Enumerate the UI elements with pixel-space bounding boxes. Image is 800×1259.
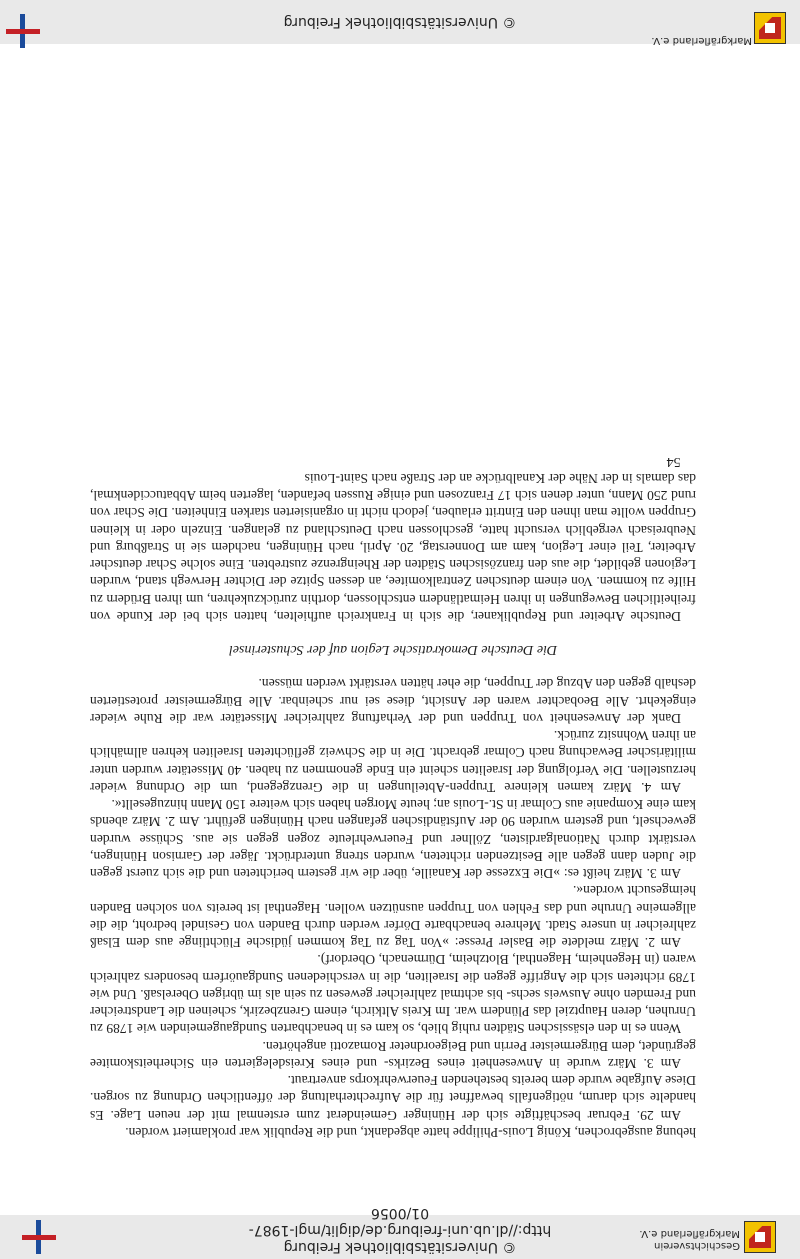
source-credit xyxy=(240,13,560,30)
paragraph: Wenn es in den elsässischen Städten ruhig blieb, so kam es in benachbarten Sundgaugemeinden wie 1789 zu Unruhen, deren Hauptziel das Plündern war. Im Kreis Altkirch, einem Grenzbezirk, scheinen die Landstreicher und Fremden ohne Ausweis sechs- bis achtmal zahlreicher gewesen zu sein als im übrigen Oberelsaß. Und wie 1789 richteten sich die Angriffe gegen die Israeliten, die in verschiedenen Sundgauörfern besonders zahlreich waren (in Hegenheim, Hagenthal, Blotzheim, Dürmenach, Oberdorf). xyxy=(90,952,696,1037)
paragraph: Am 29. Februar beschäftigte sich der Hüninger Gemeinderat zum erstenmal mit der neuen Lage. Es handelte sich darum, nötigenfalls bewaffnet für die Aufrechterhaltung der öffentlichen Ordnung zu sorgen. Diese Aufgabe wurde dem bereits bestehenden Feuerwehrkorps anvertraut. xyxy=(90,1073,696,1123)
paragraph: Am 3. März wurde in Anwesenheit eines Bezirks- und eines Kreisdelegierten ein Sicherheitskomitee gegründet, dem Bürgermeister Perrin und Beigeordneter Romazotti angehörten. xyxy=(90,1038,696,1071)
paragraph: Deutsche Arbeiter und Republikaner, die sich in Frankreich aufhielten, hatten sich bei der Kunde von freiheitlichen Bewegungen in ihren Heimatländern entschlossen, dorthin zurückzukehren, um ihren Brüdern zu Hilfe zu kommen. Von einem deutschen Zentralkomitee, an dessen Spitze der Dichter Herwegh stand, wurden Legionen gebildet, die aus den französischen Städten der Rheingrenze zustrebten. Eine solche Schar deutscher Arbeiter, Teil einer Legion, kam am Donnerstag, 20. April, nach Hüningen, nachdem sie in Straßburg und Neubreisach vergeblich versucht hatte, geschlossen nach Deutschland zu gelangen. Einzeln oder in kleinen Gruppen wollte man ihnen den Eintritt erlauben, jedoch nicht in organisierten starken Einheiten. Die Schar von rund 250 Mann, unter denen sich 17 Franzosen und einige Russen befanden, lagerten beim Abbatuccidenkmal, das damals in der Nähe der Kanalbrücke an der Straße nach Saint-Louis xyxy=(90,471,696,624)
section-heading: Die Deutsche Demokratische Legion auf der Schusterinsel xyxy=(228,642,558,658)
paragraph: Am 3. März heißt es: »Die Exzesse der Kanaille, über die wir gestern berichteten und die sich zuerst gegen die Juden dann gegen alle Besitzenden richteten, wurden streng unterdrückt. Jäger der Garnison Hüningen, verstärkt durch Nationalgardisten, Zöllner und Feuerwehrleute zogen gegen sie aus. Schüsse wurden gewechselt, und gestern wurden 90 der Aufständischen gefangen nach Hüningen geführt. Am 2. März abends kam eine Kompanie aus Colmar in St.-Louis an; heute Morgen haben sich weitere 150 Mann hinzugesellt«. xyxy=(90,797,696,882)
document-text xyxy=(90,453,696,1142)
paragraph: hebung ausgebrochen, König Louis-Philippe hatte abgedankt, und die Republik war proklamiert worden. xyxy=(125,1125,696,1140)
organization-name-line: Geschichtsverein xyxy=(654,1240,740,1251)
university-library-logo-icon xyxy=(6,14,40,48)
source-credit xyxy=(240,1204,560,1255)
viewer-footer-bar xyxy=(0,1205,800,1259)
geschichtsverein-logo-icon xyxy=(744,1221,776,1253)
paragraph: Am 2. März meldete die Basler Presse: »Von Tag zu Tag kommen jüdische Flüchtlinge aus dem Elsaß zahlreicher in unsere Stadt. Mehrere benachbarte Dörfer werden durch Banden von Gesindel bedroht, die die allgemeine Unruhe und das Fehlen von Truppen ausnützen wollen. Hagenthal ist bereits von solchen Banden heimgesucht worden«. xyxy=(90,883,696,951)
page-number: 54 xyxy=(666,453,681,469)
organization-name-line: Markgräflerland e.V. xyxy=(639,1228,740,1239)
source-credit-line: © Universitätsbibliothek Freiburg xyxy=(283,1239,517,1255)
source-credit-line: © Universitätsbibliothek Freiburg xyxy=(283,14,517,30)
paragraph: Dank der Anwesenheit von Truppen und der Verhaftung zahlreicher Missetäter war die Ruhe wieder eingekehrt. Alle Beobachter waren der Ansicht, diese sei nur scheinbar. Alle Bürgermeister protestierten deshalb gegen den Abzug der Truppen, die eher hätten verstärkt werden müssen. xyxy=(90,676,696,726)
geschichtsverein-logo-icon xyxy=(754,12,786,44)
organization-name xyxy=(639,1227,740,1251)
source-url[interactable]: http://dl.ub.uni-freiburg.de/diglit/mgl-1987-01/0056 xyxy=(248,1205,552,1238)
organization-name xyxy=(651,34,752,46)
university-library-logo-icon xyxy=(22,1220,56,1254)
paragraph: Am 4. März kamen kleinere Truppen-Abteilungen in die Grenzgegend, um die Ordnung wieder herzustellen. Die Verfolgung der Israeliten scheint ein Ende genommen zu haben. 40 Missetäter wurden unter militärischer Bewachung nach Colmar gebracht. Die in die Schweiz geflüchteten Israeliten kehren allmählich an ihren Wohnsitz zurück. xyxy=(90,728,696,795)
viewer-header-bar xyxy=(0,0,800,44)
organization-name-line: Markgräflerland e.V. xyxy=(651,35,752,46)
